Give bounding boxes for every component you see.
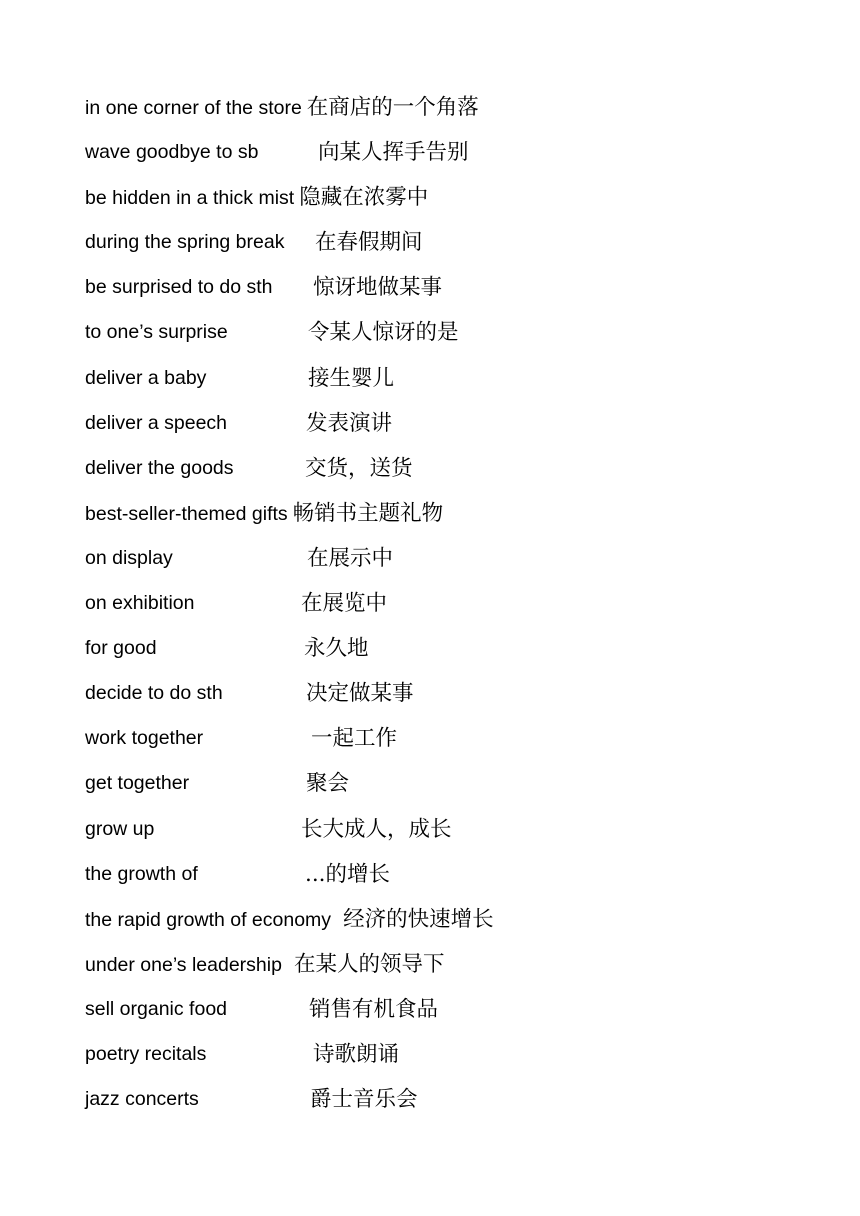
list-item <box>85 987 494 1032</box>
english-phrase: under one’s leadership <box>85 953 282 976</box>
list-item <box>85 716 494 761</box>
chinese-translation: 交货，送货 <box>305 455 413 481</box>
english-phrase: sell organic food <box>85 997 228 1020</box>
chinese-translation: 经济的快速增长 <box>343 906 494 932</box>
chinese-translation: 在春假期间 <box>315 230 423 256</box>
english-phrase: the rapid growth of economy <box>85 908 332 931</box>
english-phrase: to one’s surprise <box>85 321 228 344</box>
list-item <box>85 220 494 265</box>
list-item <box>85 626 494 671</box>
english-phrase: on display <box>85 546 173 569</box>
list-item <box>85 85 494 130</box>
english-phrase: deliver a baby <box>85 366 207 389</box>
list-item <box>85 310 494 355</box>
english-phrase: jazz concerts <box>85 1088 199 1111</box>
english-phrase: on exhibition <box>85 592 195 615</box>
chinese-translation: 向某人挥手告别 <box>318 140 469 166</box>
list-item <box>85 356 494 401</box>
chinese-translation: 发表演讲 <box>306 410 393 436</box>
chinese-translation: 一起工作 <box>311 726 398 752</box>
chinese-translation: 诗歌朗诵 <box>313 1041 400 1067</box>
list-item <box>85 401 494 446</box>
list-item <box>85 1077 494 1122</box>
english-phrase: poetry recitals <box>85 1042 207 1065</box>
english-phrase: the growth of <box>85 862 198 885</box>
list-item <box>85 175 494 220</box>
english-phrase: work together <box>85 727 204 750</box>
english-phrase: be hidden in a thick mist <box>85 187 295 210</box>
english-phrase: be surprised to do sth <box>85 276 273 299</box>
list-item <box>85 942 494 987</box>
list-item <box>85 265 494 310</box>
chinese-translation: 在展示中 <box>307 545 394 571</box>
chinese-translation: 在某人的领导下 <box>293 951 445 977</box>
list-item <box>85 581 494 626</box>
chinese-translation: 永久地 <box>304 636 369 662</box>
list-item <box>85 130 494 175</box>
chinese-translation: ...的增长 <box>305 861 391 887</box>
chinese-translation: 爵士音乐会 <box>310 1087 418 1113</box>
list-item <box>85 807 494 852</box>
english-phrase: in one corner of the store <box>85 97 302 119</box>
list-item <box>85 1032 494 1077</box>
chinese-translation: 长大成人，成长 <box>301 816 452 842</box>
english-phrase: for good <box>85 637 157 660</box>
chinese-translation: 畅销书主题礼物 <box>292 500 444 526</box>
vocabulary-list <box>85 85 494 1122</box>
chinese-translation: 销售有机食品 <box>309 996 439 1022</box>
list-item <box>85 761 494 806</box>
chinese-translation: 接生婴儿 <box>308 365 395 391</box>
list-item <box>85 671 494 716</box>
english-phrase: deliver a speech <box>85 411 228 434</box>
list-item <box>85 852 494 897</box>
chinese-translation: 隐藏在浓雾中 <box>299 185 429 211</box>
english-phrase: during the spring break <box>85 231 285 254</box>
chinese-translation: 惊讶地做某事 <box>313 275 443 301</box>
english-phrase: grow up <box>85 817 155 840</box>
chinese-translation: 决定做某事 <box>306 681 414 707</box>
list-item <box>85 491 494 536</box>
chinese-translation: 聚会 <box>306 771 350 797</box>
list-item <box>85 897 494 942</box>
list-item <box>85 536 494 581</box>
english-phrase: best-seller-themed gifts <box>85 502 288 525</box>
english-phrase: wave goodbye to sb <box>85 141 259 164</box>
english-phrase: deliver the goods <box>85 456 234 479</box>
chinese-translation: 在商店的一个角落 <box>306 95 479 120</box>
english-phrase: decide to do sth <box>85 682 223 705</box>
list-item <box>85 446 494 491</box>
english-phrase: get together <box>85 772 190 795</box>
chinese-translation: 在展览中 <box>301 591 388 617</box>
chinese-translation: 令某人惊讶的是 <box>308 320 459 346</box>
